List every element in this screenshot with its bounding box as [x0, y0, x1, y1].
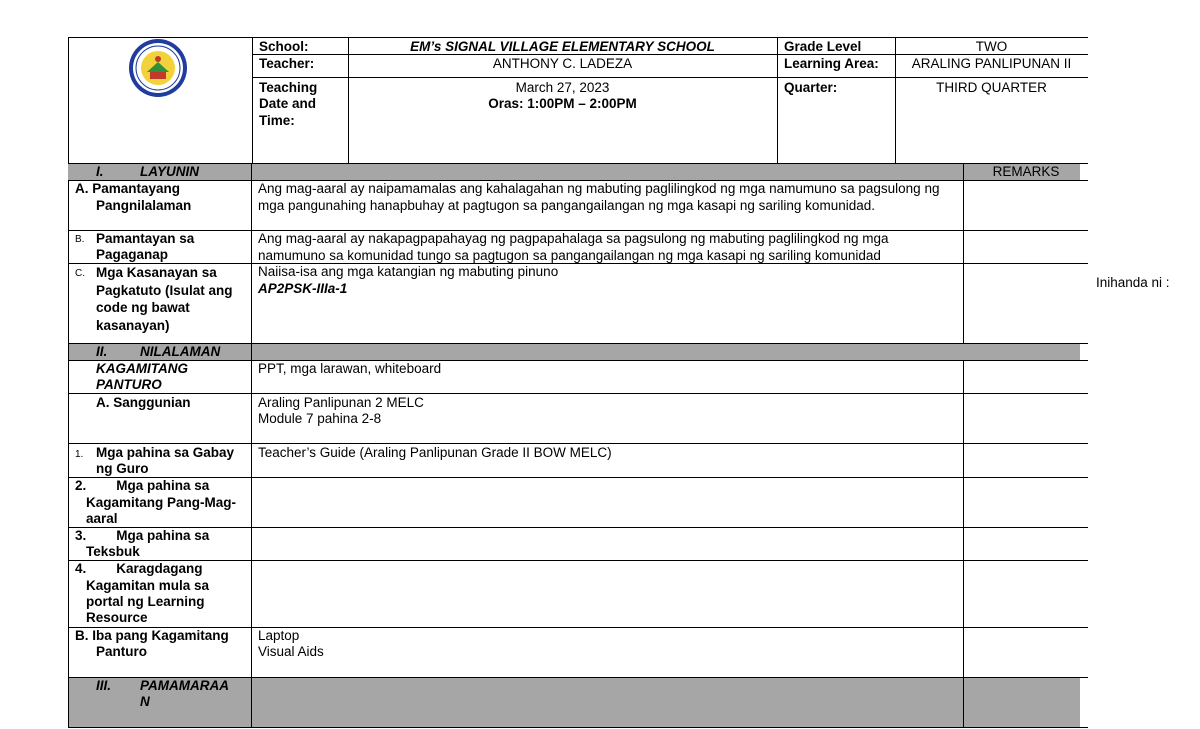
teacher-name: ANTHONY C. LADEZA: [492, 56, 633, 71]
row-1-num: 1.: [75, 449, 84, 460]
row-b2-text-2: Visual Aids: [258, 644, 324, 659]
row-1-text: Teacher’s Guide (Araling Panlipunan Grade II BOW MELC): [258, 445, 612, 460]
teaching-date: March 27, 2023: [515, 80, 610, 95]
remarks-header: REMARKS: [992, 164, 1060, 179]
row-2-label-2: Kagamitang Pang-Mag-: [86, 495, 237, 510]
row-b-label: Pamantayan sa: [96, 231, 195, 246]
school-seal-logo: [128, 38, 188, 98]
grade-level-value: TWO: [975, 39, 1008, 54]
sanggunian-text-2: Module 7 pahina 2-8: [258, 411, 382, 426]
date-label-2: Date and: [259, 96, 317, 111]
competency-code: AP2PSK-IIIa-1: [258, 281, 348, 296]
row-c-label-3: code ng bawat: [96, 300, 190, 315]
row-a-label-2: Pangnilalaman: [96, 198, 192, 213]
row-b-text: Ang mag-aaral ay nakapagpapahayag ng pagpapahalaga sa pagsulong ng mabuting paglilingkod ng mga namumuno sa komunidad tungo sa pagtugon sa pangangailangan ng mga kasapi ng sariling komunidad: [258, 231, 889, 263]
quarter-value: THIRD QUARTER: [936, 80, 1047, 95]
row-1-label: Mga pahina sa Gabay: [96, 445, 235, 460]
row-b-num: B.: [75, 234, 85, 245]
row-c-num: C.: [75, 268, 85, 279]
section1-num: I.: [96, 164, 104, 179]
row-4-label-3: portal ng Learning: [86, 594, 205, 609]
row-c-label: Mga Kasanayan sa: [96, 265, 217, 280]
section3-num: III.: [96, 678, 112, 693]
section3-title-2: N: [140, 694, 150, 709]
school-name: EM’s SIGNAL VILLAGE ELEMENTARY SCHOOL: [410, 39, 715, 54]
section3-title: PAMAMARAA: [140, 678, 229, 693]
kagamitang-label: KAGAMITANG: [96, 361, 188, 376]
row-b2-label-2: Panturo: [96, 644, 148, 659]
grade-level-label: Grade Level: [784, 39, 862, 54]
section2-title: NILALAMAN: [140, 344, 221, 359]
row-4-label-2: Kagamitan mula sa: [86, 578, 210, 593]
date-label-1: Teaching: [259, 80, 318, 95]
prepared-by-label: Inihanda ni :: [1096, 275, 1170, 290]
row-c-text: Naiisa-isa ang mga katangian ng mabuting pinuno: [258, 264, 559, 279]
row-3-label-2: Teksbuk: [86, 544, 140, 559]
learning-area-value: ARALING PANLIPUNAN II: [911, 56, 1072, 71]
teacher-label: Teacher:: [259, 56, 315, 71]
row-a-label: A. Pamantayang: [75, 181, 181, 196]
row-1-label-2: ng Guro: [96, 461, 149, 476]
teaching-time: Oras: 1:00PM – 2:00PM: [488, 96, 637, 111]
row-b2-text-1: Laptop: [258, 628, 300, 643]
section1-title: LAYUNIN: [140, 164, 199, 179]
learning-area-label: Learning Area:: [784, 56, 879, 71]
row-c-label-4: kasanayan): [96, 318, 170, 333]
row-2-label: 2. Mga pahina sa: [75, 478, 210, 493]
sanggunian-text-1: Araling Panlipunan 2 MELC: [258, 395, 424, 410]
kagamitang-label-2: PANTURO: [96, 377, 162, 392]
sanggunian-label: A. Sanggunian: [96, 395, 191, 410]
school-label: School:: [259, 39, 309, 54]
row-b2-label: B. Iba pang Kagamitang: [75, 628, 229, 643]
date-label-3: Time:: [259, 113, 295, 128]
row-4-label: 4. Karagdagang: [75, 561, 203, 576]
row-c-label-2: Pagkatuto (Isulat ang: [96, 283, 233, 298]
row-a-text: Ang mag-aaral ay naipamamalas ang kahalagahan ng mabuting paglilingkod ng mga namumuno sa pagsulong ng mga pangunahing hanapbuhay at pagtugon sa pangangailangan ng mga kasapi ng sariling komunidad.: [258, 181, 940, 213]
kagamitang-text: PPT, mga larawan, whiteboard: [258, 361, 442, 376]
row-b-label-2: Pagaganap: [96, 247, 169, 262]
quarter-label: Quarter:: [784, 80, 838, 95]
row-3-label: 3. Mga pahina sa: [75, 528, 210, 543]
row-2-label-3: aaral: [86, 511, 118, 526]
section2-num: II.: [96, 344, 108, 359]
row-4-label-4: Resource: [86, 610, 148, 625]
